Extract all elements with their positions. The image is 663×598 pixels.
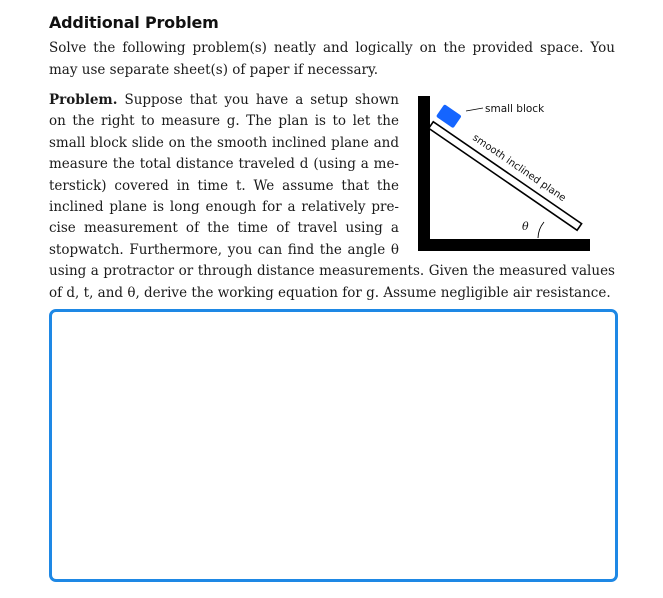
problem-body-top: Suppose that you have a setup shown on the right to measure g. The plan is to let the small block slide on the smooth inclined plane and measure the total distance traveled d (using a me-terstick) covered in time t. We assume that the inclined plane is long enough for a relatively pre-cise measurement of the time of travel using a stopwatch. Furthermore, you can find the angle θ [49, 92, 399, 258]
instructions-text: Solve the following problem(s) neatly and logically on the provided space. You may use separate sheet(s) of paper if necessary. [49, 40, 615, 78]
block-label-leader [466, 108, 483, 111]
small-block [436, 104, 462, 128]
block-label: small block [485, 103, 545, 115]
problem-label: Problem. [49, 92, 118, 108]
angle-label: θ [522, 220, 529, 233]
vertical-wall [418, 96, 430, 251]
incline-diagram [414, 94, 594, 254]
angle-arc [538, 222, 544, 238]
problem-text-rest: using a protractor or through distance measurements. Given the measured values of d, t, and θ, derive the working equation for g. Assume negligible air resistance. [49, 263, 615, 301]
problem-text-top [49, 90, 399, 261]
answer-box[interactable] [49, 309, 618, 582]
section-heading: Additional Problem [49, 13, 219, 32]
floor [418, 239, 590, 251]
plane-label: smooth inclined plane [470, 132, 568, 205]
inclined-plane [429, 122, 582, 231]
